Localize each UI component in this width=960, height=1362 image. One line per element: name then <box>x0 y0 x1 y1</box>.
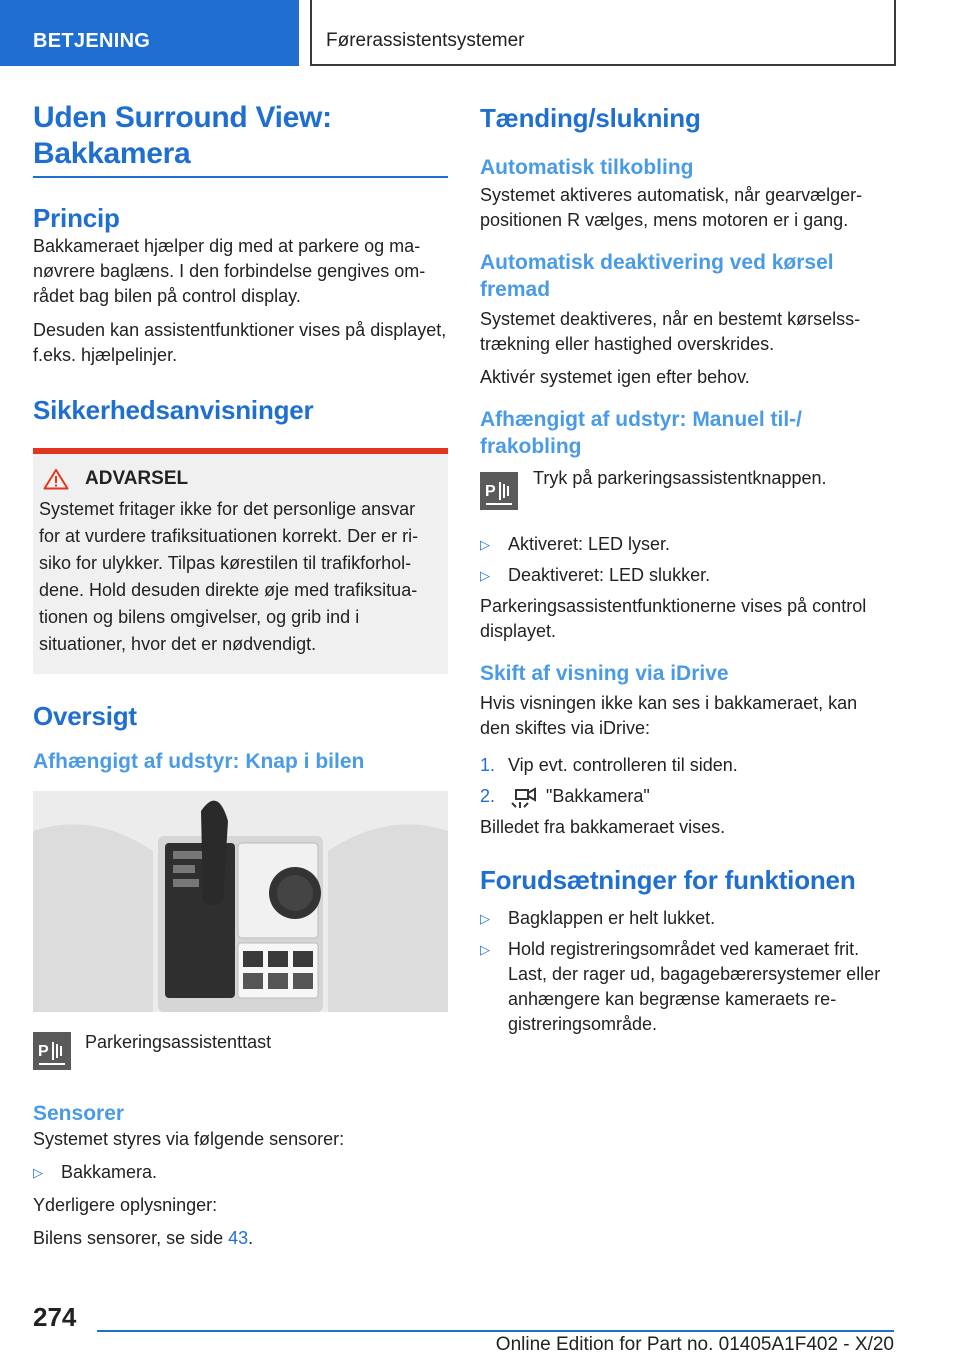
manual-bullet-1 <box>480 532 892 557</box>
footer-rule <box>97 1330 894 1332</box>
button-legend <box>33 1032 448 1070</box>
warning-box <box>33 448 448 674</box>
page-number: 274 <box>33 1302 77 1332</box>
manual-icon-row <box>480 468 892 510</box>
heading-safety: Sikkerhedsanvisninger <box>33 395 314 425</box>
left-column <box>33 100 448 1251</box>
auto-on-text: Systemet aktiveres automatisk, når gearvælgerpositionen R vælges, mens motoren er i gang. <box>480 185 863 230</box>
page-reference-link[interactable]: 43 <box>228 1228 249 1248</box>
idrive-step-1 <box>480 753 892 778</box>
auto-off-text-2: Aktivér systemet igen efter behov. <box>480 367 750 387</box>
right-column <box>480 100 892 1037</box>
footer-edition: Online Edition for Part no. 01405A1F402 - X/20 <box>495 1334 894 1355</box>
prereq-bullet-1-text: Bagklappen er helt lukket. <box>508 908 716 928</box>
button-caption: Parkeringsassistenttast <box>85 1032 272 1052</box>
title-underline <box>33 176 448 178</box>
heading-idrive: Skift af visning via iDrive <box>480 662 729 685</box>
bullet-triangle-icon: ▷ <box>33 1165 43 1180</box>
heading-overview: Oversigt <box>33 701 137 731</box>
warning-title <box>39 468 440 490</box>
manual-bullet-1-text: Aktiveret: LED lyser. <box>508 534 671 554</box>
heading-auto-off: Automatisk deaktivering ved kørsel fremad <box>480 251 834 301</box>
princip-text-1: Bakkameraet hjælper dig med at parkere og manøvrere baglæns. I den forbindelse gengives området bag bilen på control display. <box>33 236 426 306</box>
center-console-photo <box>33 791 448 1012</box>
warning-triangle-icon <box>43 468 69 490</box>
heading-prerequisites: Forudsætninger for funktionen <box>480 865 856 895</box>
sensors-reference-end: . <box>248 1228 254 1248</box>
svg-text:P: P <box>485 483 496 500</box>
heading-princip: Princip <box>33 203 120 233</box>
prereq-bullet-2-text: Hold registreringsområdet ved kameraet frit. Last, der rager ud, bagagebærersystemer eller anhængere kan begrænse kameraets registreringsområde. <box>508 939 881 1034</box>
camera-icon <box>508 785 540 809</box>
header-section-tab: BETJENING <box>0 0 299 66</box>
heading-manual: Afhængigt af udstyr: Manuel til-/ frakobling <box>480 408 802 458</box>
center-console-illustration <box>33 791 448 1012</box>
prereq-bullet-2 <box>480 937 892 1037</box>
heading-auto-on: Automatisk tilkobling <box>480 156 694 179</box>
princip-text-2: Desuden kan assistentfunktioner vises på displayet, f.eks. hjælpelinjer. <box>33 320 447 365</box>
heading-on-off: Tænding/slukning <box>480 103 701 133</box>
idrive-step-1-text: Vip evt. controlleren til siden. <box>508 755 738 775</box>
parking-assistant-button-icon <box>480 472 518 510</box>
subheading-button-in-car: Afhængigt af udstyr: Knap i bilen <box>33 750 365 773</box>
step-number: 1. <box>480 755 496 775</box>
manual-text: Parkeringsassistentfunktionerne vises på control displayet. <box>480 596 867 641</box>
warning-label: ADVARSEL <box>85 468 189 489</box>
parking-assistant-icon <box>33 1032 71 1070</box>
prereq-bullet-1 <box>480 906 892 931</box>
manual-bullet-2-text: Deaktiveret: LED slukker. <box>508 565 711 585</box>
sensor-bullet-text: Bakkamera. <box>61 1162 158 1182</box>
idrive-text-2: Billedet fra bakkameraet vises. <box>480 817 726 837</box>
page-title: Uden Surround View: Bakkamera <box>33 101 332 170</box>
svg-text:P: P <box>38 1043 49 1060</box>
manual-bullet-2 <box>480 563 892 588</box>
heading-sensors: Sensorer <box>33 1102 125 1125</box>
sensors-text-2: Yderligere oplysninger: <box>33 1195 218 1215</box>
auto-off-text-1: Systemet deaktiveres, når en bestemt kørselsstrækning eller hastighed overskrides. <box>480 309 861 354</box>
sensors-reference <box>33 1226 448 1251</box>
sensor-bullet <box>33 1160 448 1185</box>
bullet-triangle-icon: ▷ <box>480 568 490 583</box>
header-chapter-title: Førerassistentsystemer <box>310 0 896 66</box>
idrive-step-2 <box>480 784 892 809</box>
sensors-text-1: Systemet styres via følgende sensorer: <box>33 1129 345 1149</box>
idrive-step-2-text: "Bakkamera" <box>546 786 650 806</box>
bullet-triangle-icon: ▷ <box>480 911 490 926</box>
bullet-triangle-icon: ▷ <box>480 537 490 552</box>
step-number: 2. <box>480 786 496 806</box>
warning-text: Systemet fritager ikke for det personlige ansvar for at vurdere trafiksituationen korrekt. Der er risiko for ulykker. Tilpas kørestilen til trafikforholdene. Hold desuden direkte øje med trafiksituationen og bilens omgivelser, og grib ind i situationer, hvor det er nødvendigt. <box>39 499 419 654</box>
idrive-text-1: Hvis visningen ikke kan ses i bakkameraet, kan den skiftes via iDrive: <box>480 693 858 738</box>
bullet-triangle-icon: ▷ <box>480 942 490 957</box>
sensors-reference-text: Bilens sensorer, se side <box>33 1228 229 1248</box>
manual-icon-text: Tryk på parkeringsassistentknappen. <box>533 468 827 488</box>
